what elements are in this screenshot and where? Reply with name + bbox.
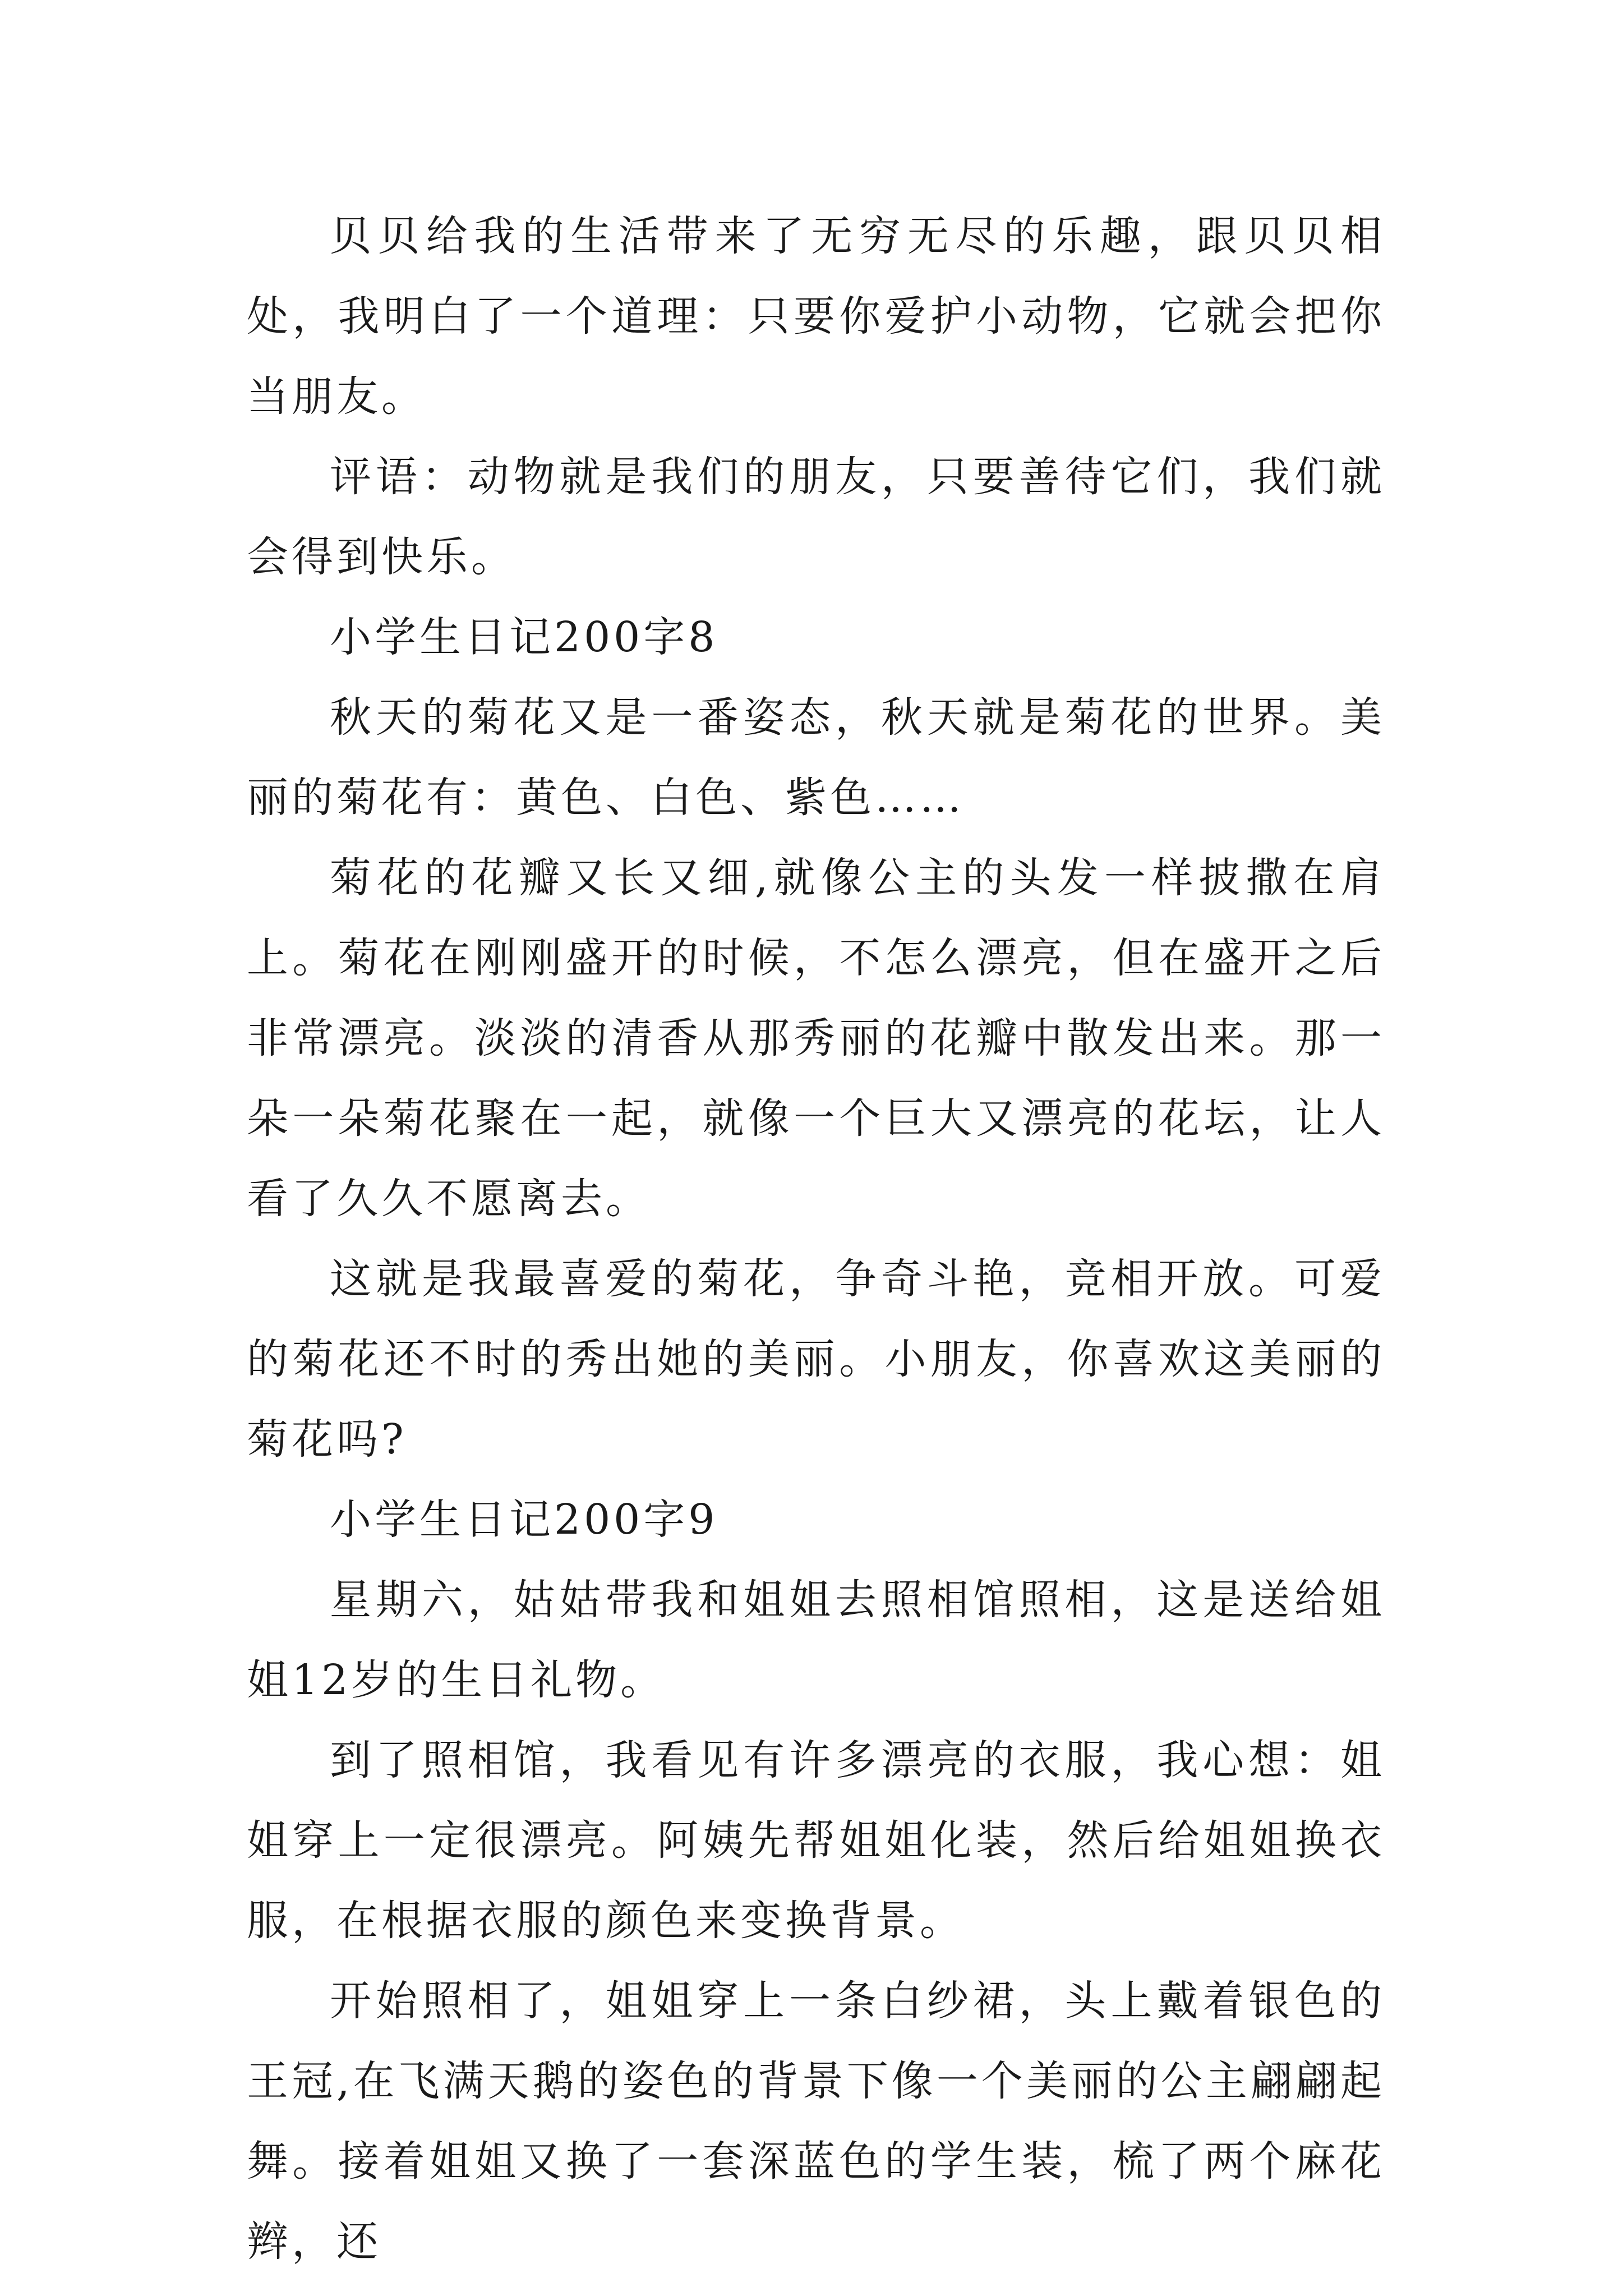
- paragraph: 到了照相馆，我看见有许多漂亮的衣服，我心想：姐姐穿上一定很漂亮。阿姨先帮姐姐化装，然后给姐姐换衣服，在根据衣服的颜色来变换背景。: [247, 1736, 1385, 1945]
- paragraph: 贝贝给我的生活带来了无穷无尽的乐趣，跟贝贝相处，我明白了一个道理：只要你爱护小动物，它就会把你当朋友。: [247, 212, 1385, 421]
- paragraph: 秋天的菊花又是一番姿态，秋天就是菊花的世界。美丽的菊花有：黄色、白色、紫色……: [247, 693, 1385, 822]
- paragraph: 菊花的花瓣又长又细,就像公主的头发一样披撒在肩上。菊花在刚刚盛开的时候，不怎么漂亮，但在盛开之后非常漂亮。淡淡的清香从那秀丽的花瓣中散发出来。那一朵一朵菊花聚在一起，就像一个巨大又漂亮的花坛，让人看了久久不愿离去。: [247, 854, 1385, 1223]
- paragraph: 星期六，姑姑带我和姐姐去照相馆照相，这是送给姐姐12岁的生日礼物。: [247, 1576, 1385, 1704]
- paragraph: 这就是我最喜爱的菊花，争奇斗艳，竞相开放。可爱的菊花还不时的秀出她的美丽。小朋友，你喜欢这美丽的菊花吗?: [247, 1255, 1385, 1464]
- paragraph: 开始照相了，姐姐穿上一条白纱裙，头上戴着银色的王冠,在飞满天鹅的姿色的背景下像一个美丽的公主翩翩起舞。接着姐姐又换了一套深蓝色的学生装，梳了两个麻花辫，还: [247, 1977, 1385, 2266]
- section-heading: 小学生日记200字8: [330, 613, 718, 661]
- paragraph: 评语：动物就是我们的朋友，只要善待它们，我们就会得到快乐。: [247, 453, 1385, 581]
- document-body: [247, 196, 1385, 2282]
- section-heading: 小学生日记200字9: [330, 1496, 718, 1544]
